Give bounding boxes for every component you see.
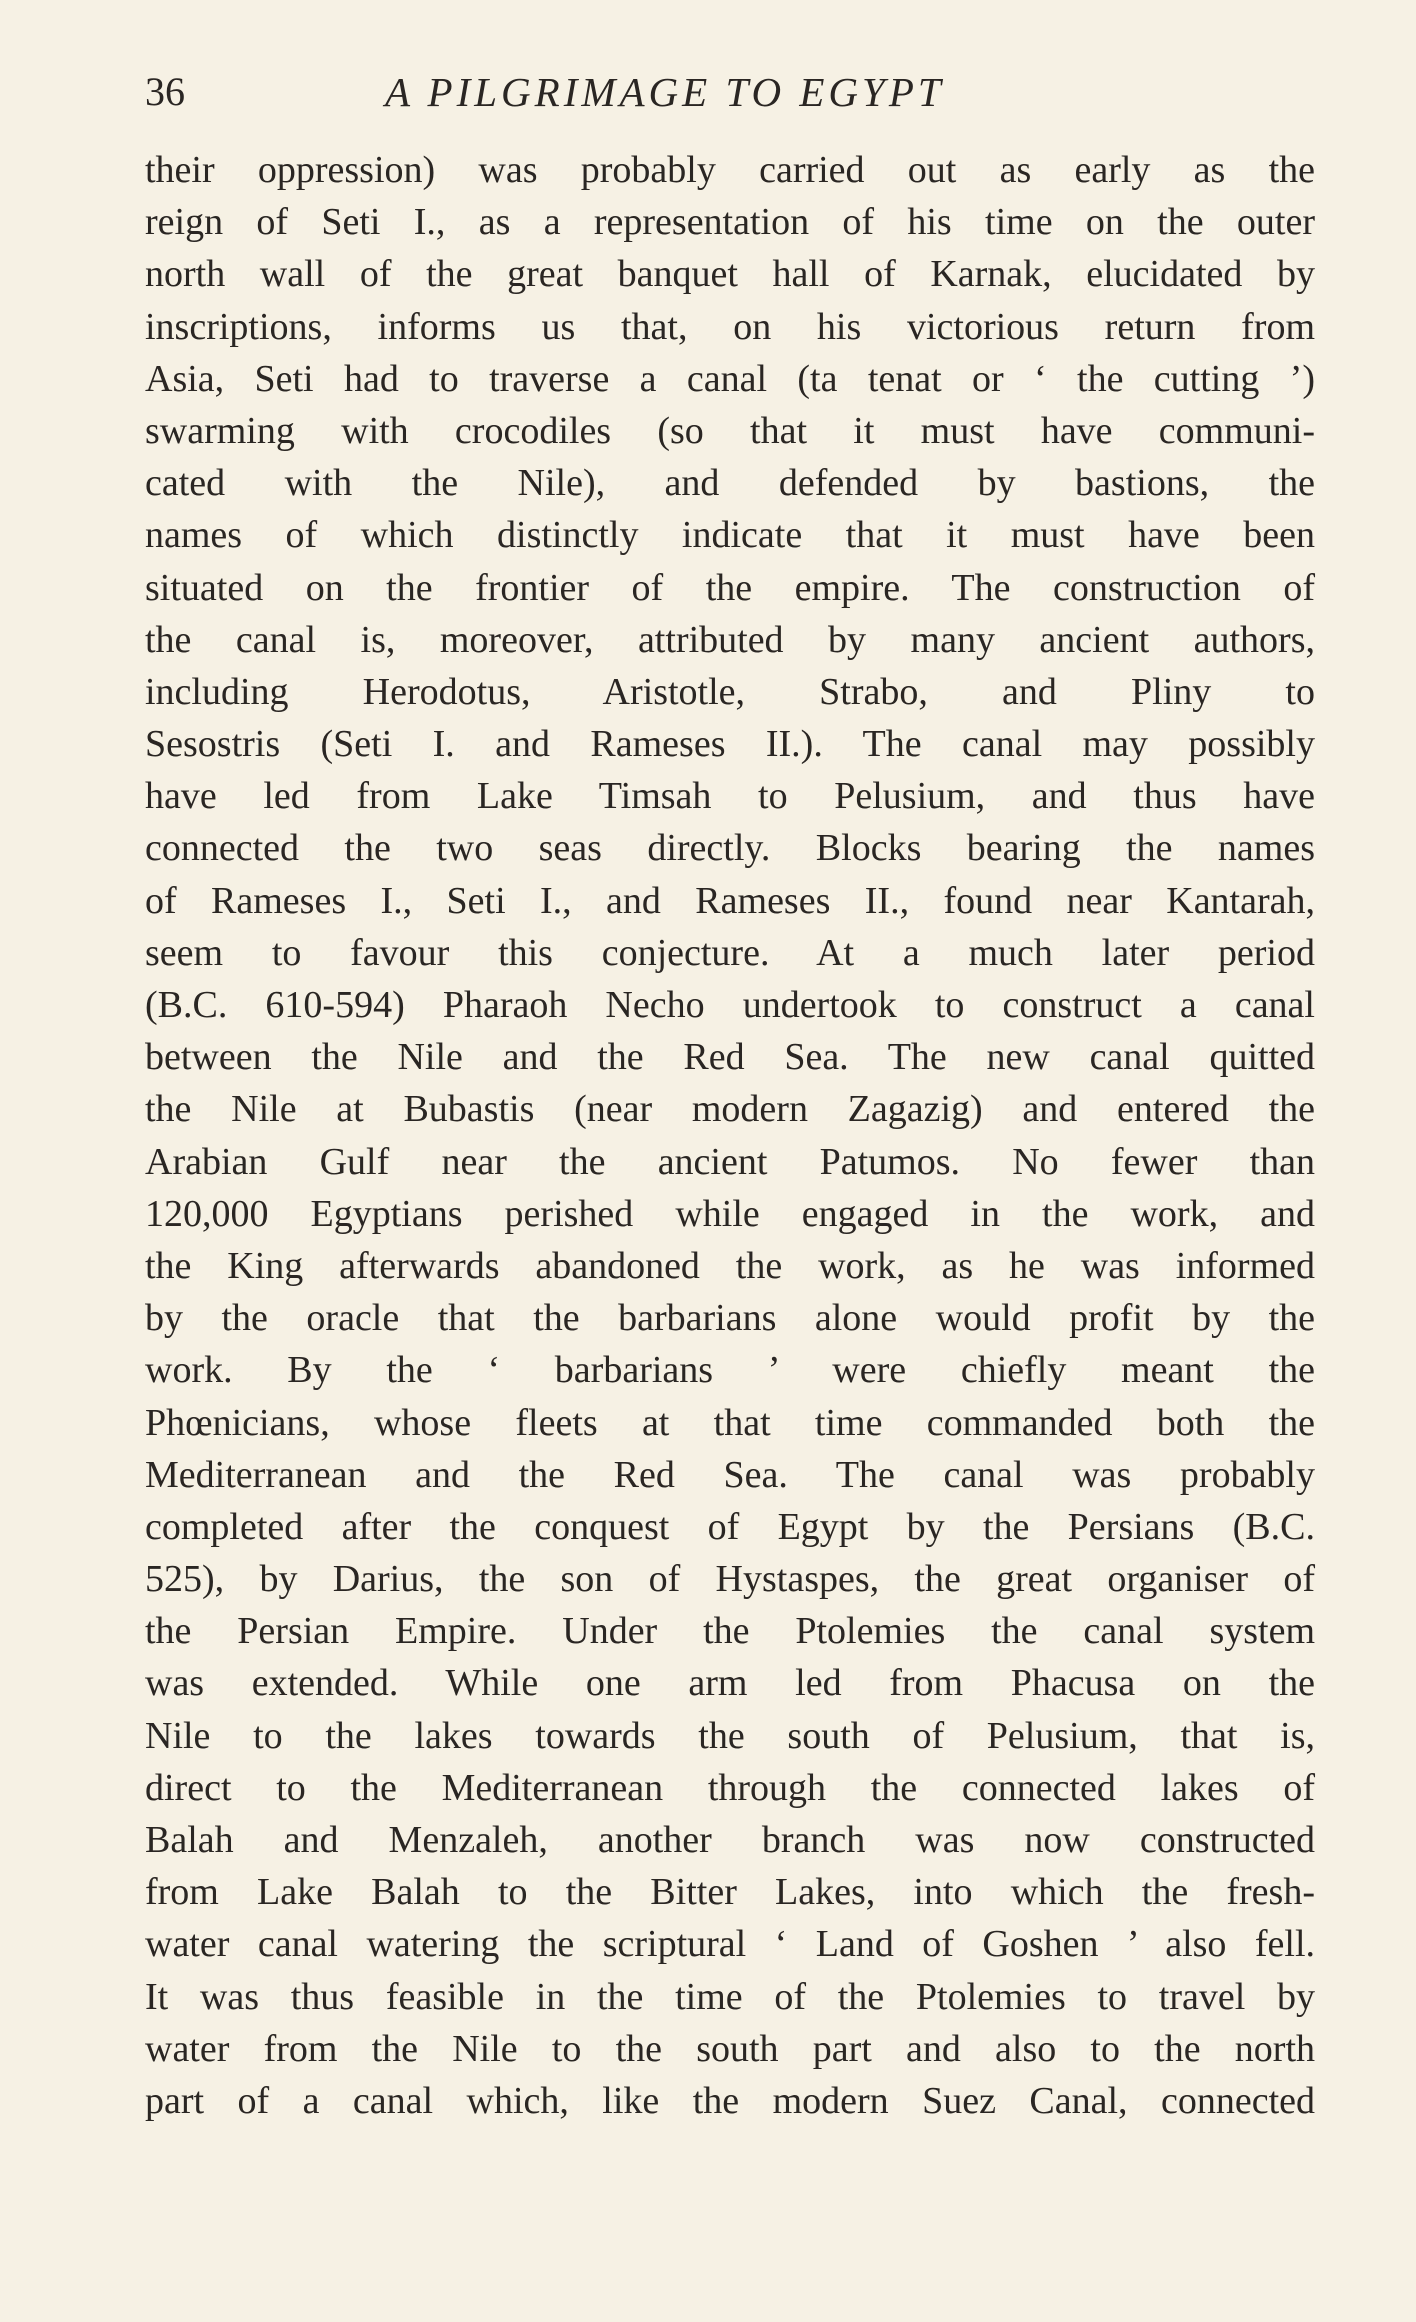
text-line: Mediterranean and the Red Sea. The canal was probably <box>145 1453 1315 1496</box>
text-line: cated with the Nile), and defended by bastions, the <box>145 462 1315 505</box>
text-line: seem to favour this conjecture. At a much later period <box>145 931 1315 974</box>
text-line: direct to the Mediterranean through the connected lakes of <box>145 1766 1315 1809</box>
text-line: water from the Nile to the south part and also to the north <box>145 2027 1315 2070</box>
text-line: from Lake Balah to the Bitter Lakes, into which the fresh- <box>145 1871 1315 1914</box>
text-line: 120,000 Egyptians perished while engaged in the work, and <box>145 1192 1315 1235</box>
text-line: between the Nile and the Red Sea. The new canal quitted <box>145 1036 1315 1079</box>
text-line: by the oracle that the barbarians alone would profit by the <box>145 1297 1315 1340</box>
text-line: Sesostris (Seti I. and Rameses II.). The canal may possibly <box>145 723 1315 766</box>
text-line: Balah and Menzaleh, another branch was now constructed <box>145 1819 1315 1861</box>
page-number: 36 <box>145 69 185 114</box>
text-line: connected the two seas directly. Blocks bearing the names <box>145 827 1315 870</box>
text-line: completed after the conquest of Egypt by the Persians (B.C. <box>145 1505 1315 1548</box>
text-line: swarming with crocodiles (so that it must have communi- <box>145 409 1315 452</box>
text-line: was extended. While one arm led from Phacusa on the <box>145 1662 1315 1705</box>
text-line: their oppression) was probably carried out as early as the <box>145 149 1315 191</box>
text-line: part of a canal which, like the modern Suez Canal, connected <box>145 2079 1315 2122</box>
text-line: situated on the frontier of the empire. The construction of <box>145 566 1315 609</box>
running-title: A PILGRIMAGE TO EGYPT <box>385 69 945 115</box>
text-line: 525), by Darius, the son of Hystaspes, the great organiser of <box>145 1558 1315 1601</box>
text-line: the canal is, moreover, attributed by many ancient authors, <box>145 618 1315 661</box>
text-line: inscriptions, informs us that, on his victorious return from <box>145 305 1315 348</box>
running-head <box>145 62 1315 122</box>
text-line: north wall of the great banquet hall of Karnak, elucidated by <box>145 253 1315 296</box>
text-line: It was thus feasible in the time of the Ptolemies to travel by <box>145 1975 1315 2018</box>
text-line: (B.C. 610-594) Pharaoh Necho undertook to construct a canal <box>145 984 1315 1026</box>
text-line: Arabian Gulf near the ancient Patumos. No fewer than <box>145 1140 1315 1183</box>
text-line: Phœnicians, whose fleets at that time commanded both the <box>145 1401 1315 1444</box>
text-line: the Nile at Bubastis (near modern Zagazig) and entered the <box>145 1088 1315 1131</box>
text-line: Nile to the lakes towards the south of Pelusium, that is, <box>145 1714 1315 1757</box>
text-line: of Rameses I., Seti I., and Rameses II., found near Kantarah, <box>145 879 1315 922</box>
text-line: the King afterwards abandoned the work, as he was informed <box>145 1244 1315 1287</box>
text-line: water canal watering the scriptural ‘ Land of Goshen ’ also fell. <box>145 1923 1315 1966</box>
text-line: including Herodotus, Aristotle, Strabo, and Pliny to <box>145 670 1315 713</box>
text-line: Asia, Seti had to traverse a canal (ta tenat or ‘ the cutting ’) <box>145 357 1315 400</box>
text-line: reign of Seti I., as a representation of his time on the outer <box>145 201 1315 244</box>
text-line: work. By the ‘ barbarians ’ were chiefly meant the <box>145 1349 1315 1392</box>
text-line: the Persian Empire. Under the Ptolemies the canal system <box>145 1610 1315 1653</box>
body-text <box>145 144 1315 2127</box>
text-line: names of which distinctly indicate that it must have been <box>145 514 1315 557</box>
text-line: have led from Lake Timsah to Pelusium, and thus have <box>145 775 1315 818</box>
